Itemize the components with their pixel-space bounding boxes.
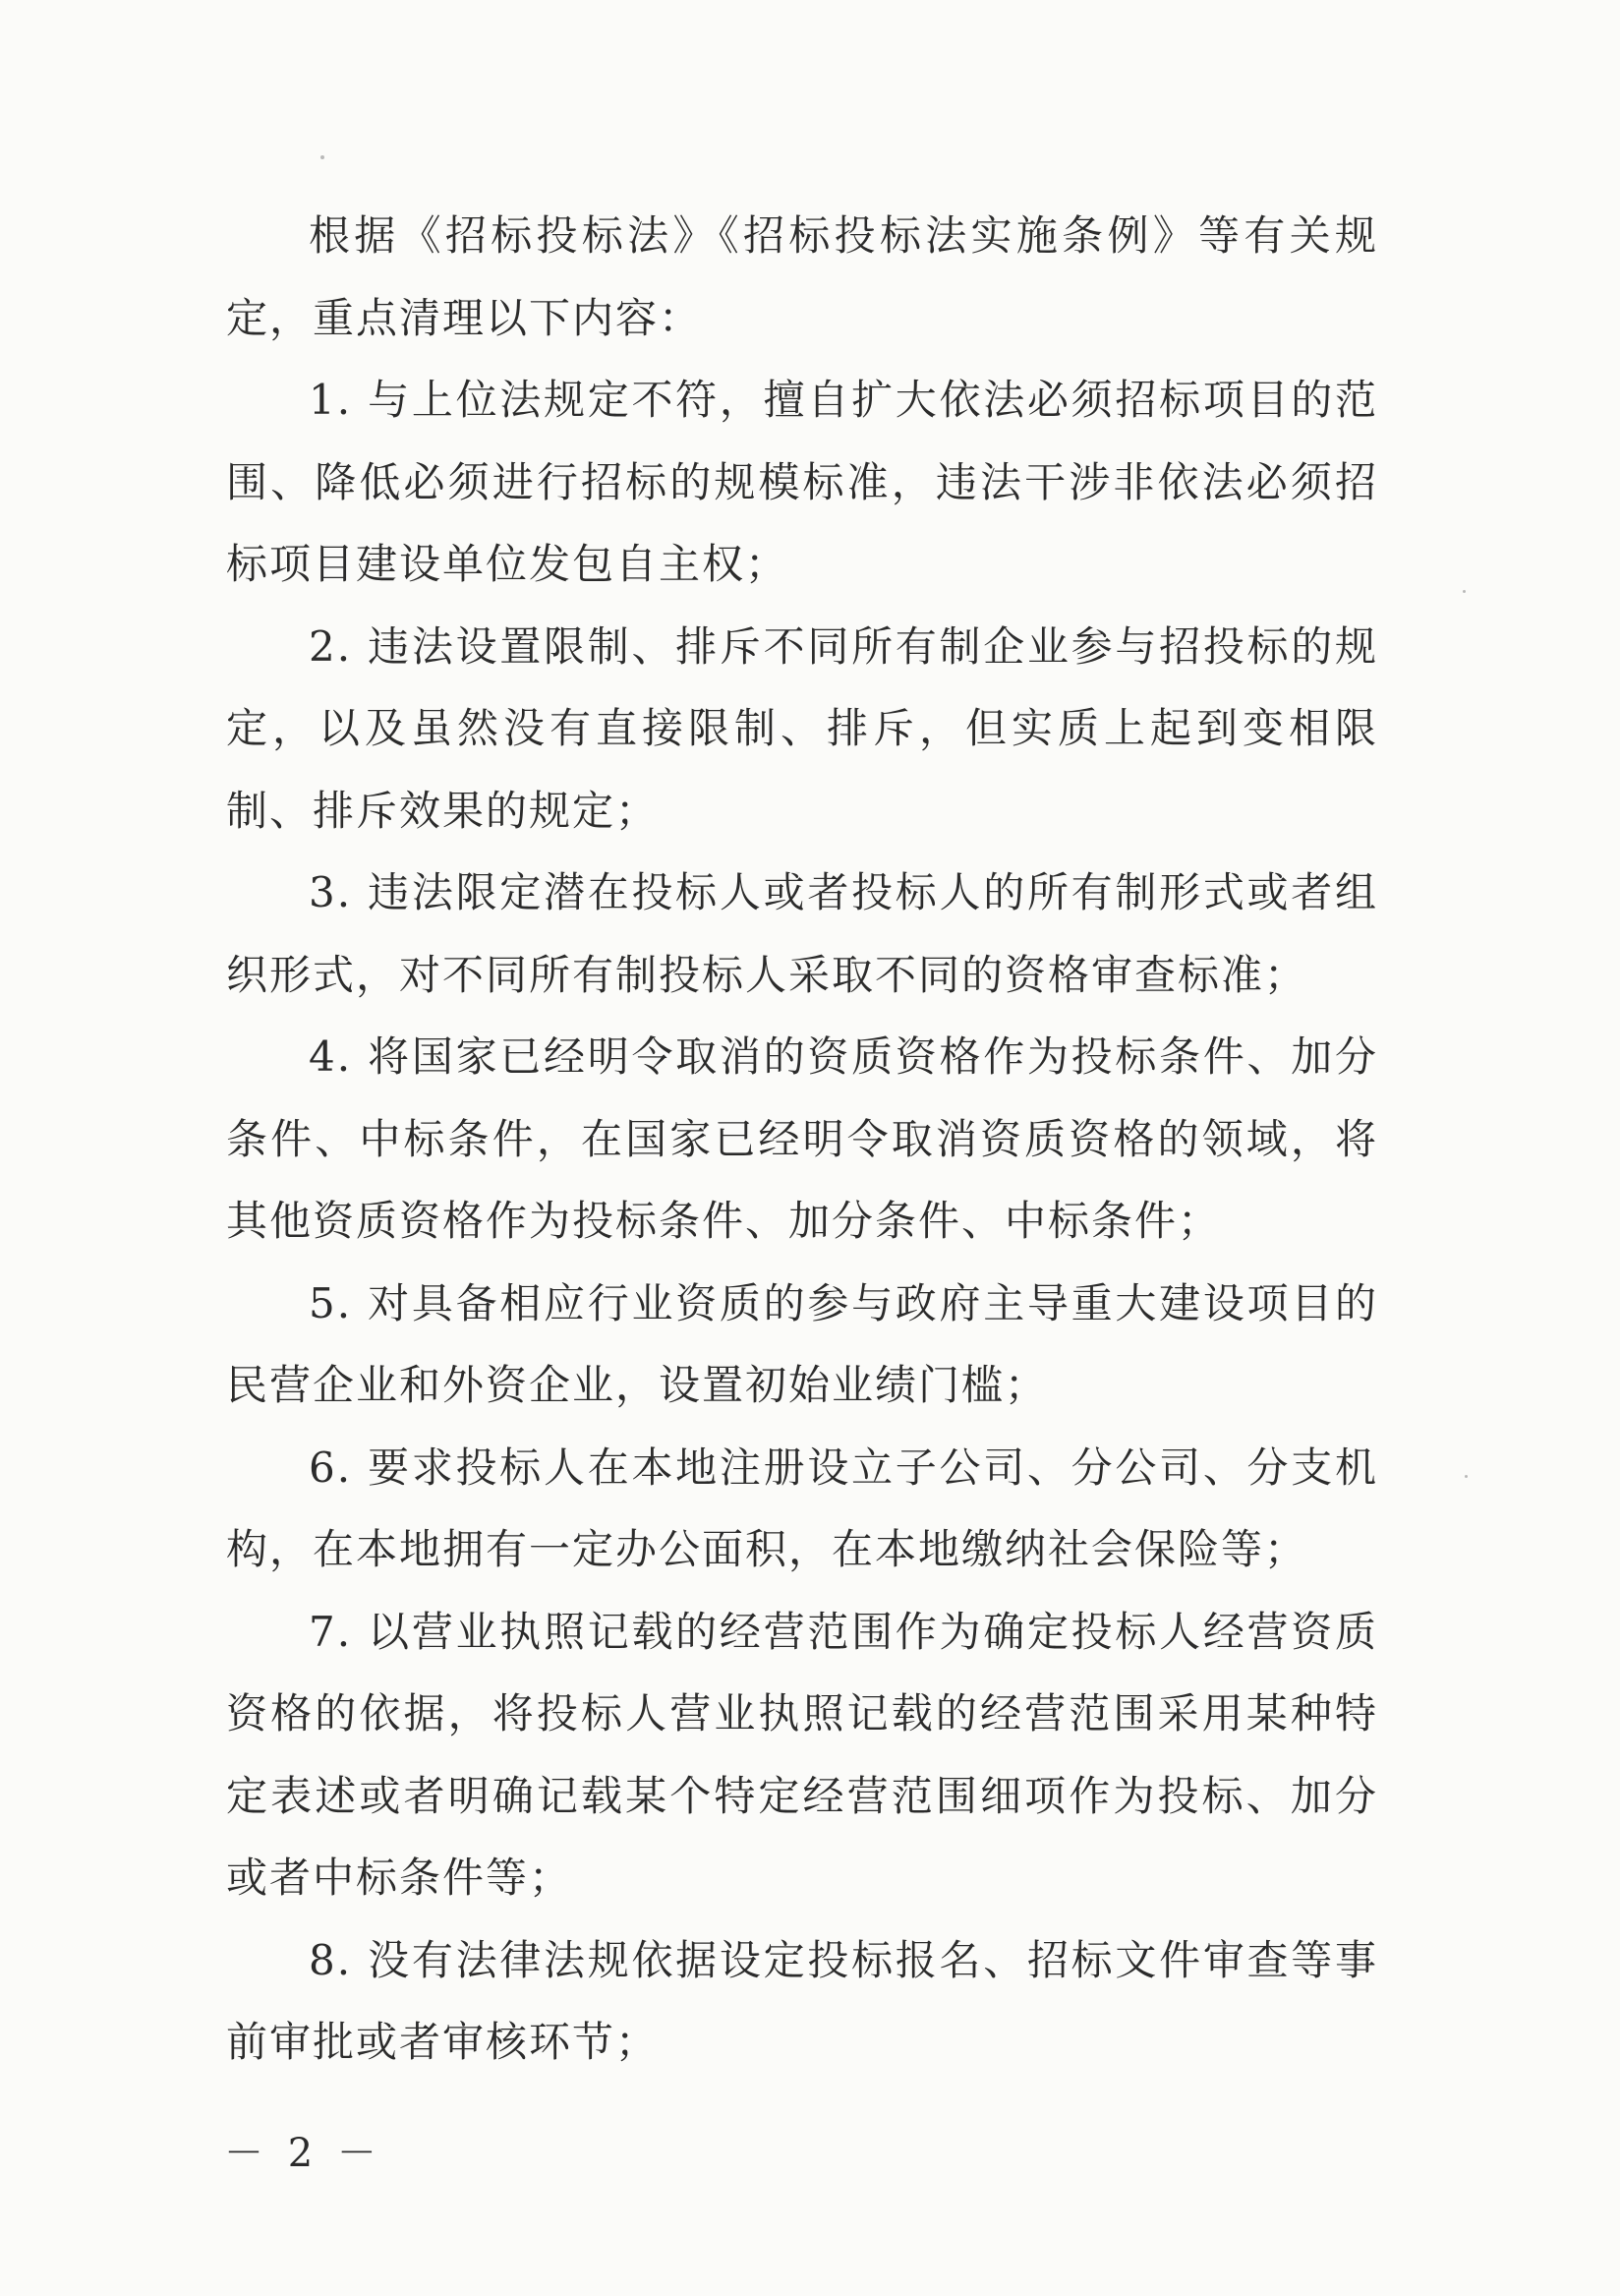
list-item-2: 2. 违法设置限制、排斥不同所有制企业参与招投标的规定，以及虽然没有直接限制、排斥，但实质上起到变相限制、排斥效果的规定； (226, 621, 1378, 835)
list-item-8: 8. 没有法律法规依据设定投标报名、招标文件审查等事前审批或者审核环节； (226, 1935, 1378, 2066)
intro-paragraph: 根据《招标投标法》《招标投标法实施条例》等有关规定，重点清理以下内容： (226, 211, 1378, 342)
document-body (226, 195, 1378, 2084)
list-item-1: 1. 与上位法规定不符，擅自扩大依法必须招标项目的范围、降低必须进行招标的规模标准，违法干涉非依法必须招标项目建设单位发包自主权； (226, 376, 1378, 588)
list-item-6: 6. 要求投标人在本地注册设立子公司、分公司、分支机构，在本地拥有一定办公面积，在本地缴纳社会保险等； (226, 1442, 1378, 1573)
list-item-4: 4. 将国家已经明令取消的资质资格作为投标条件、加分条件、中标条件，在国家已经明令取消资质资格的领域，将其他资质资格作为投标条件、加分条件、中标条件； (226, 1032, 1378, 1245)
page-number: － 2 － (224, 2131, 382, 2176)
list-item-3: 3. 违法限定潜在投标人或者投标人的所有制形式或者组织形式，对不同所有制投标人采取不同的资格审查标准； (226, 868, 1378, 999)
list-item-5: 5. 对具备相应行业资质的参与政府主导重大建设项目的民营企业和外资企业，设置初始业绩门槛； (226, 1278, 1378, 1409)
scan-speck (320, 155, 324, 159)
list-item-7: 7. 以营业执照记载的经营范围作为确定投标人经营资质资格的依据，将投标人营业执照记载的经营范围采用某种特定表述或者明确记载某个特定经营范围细项作为投标、加分或者中标条件等； (226, 1607, 1378, 1902)
scan-speck (1463, 590, 1466, 593)
scan-speck (1465, 1475, 1468, 1478)
